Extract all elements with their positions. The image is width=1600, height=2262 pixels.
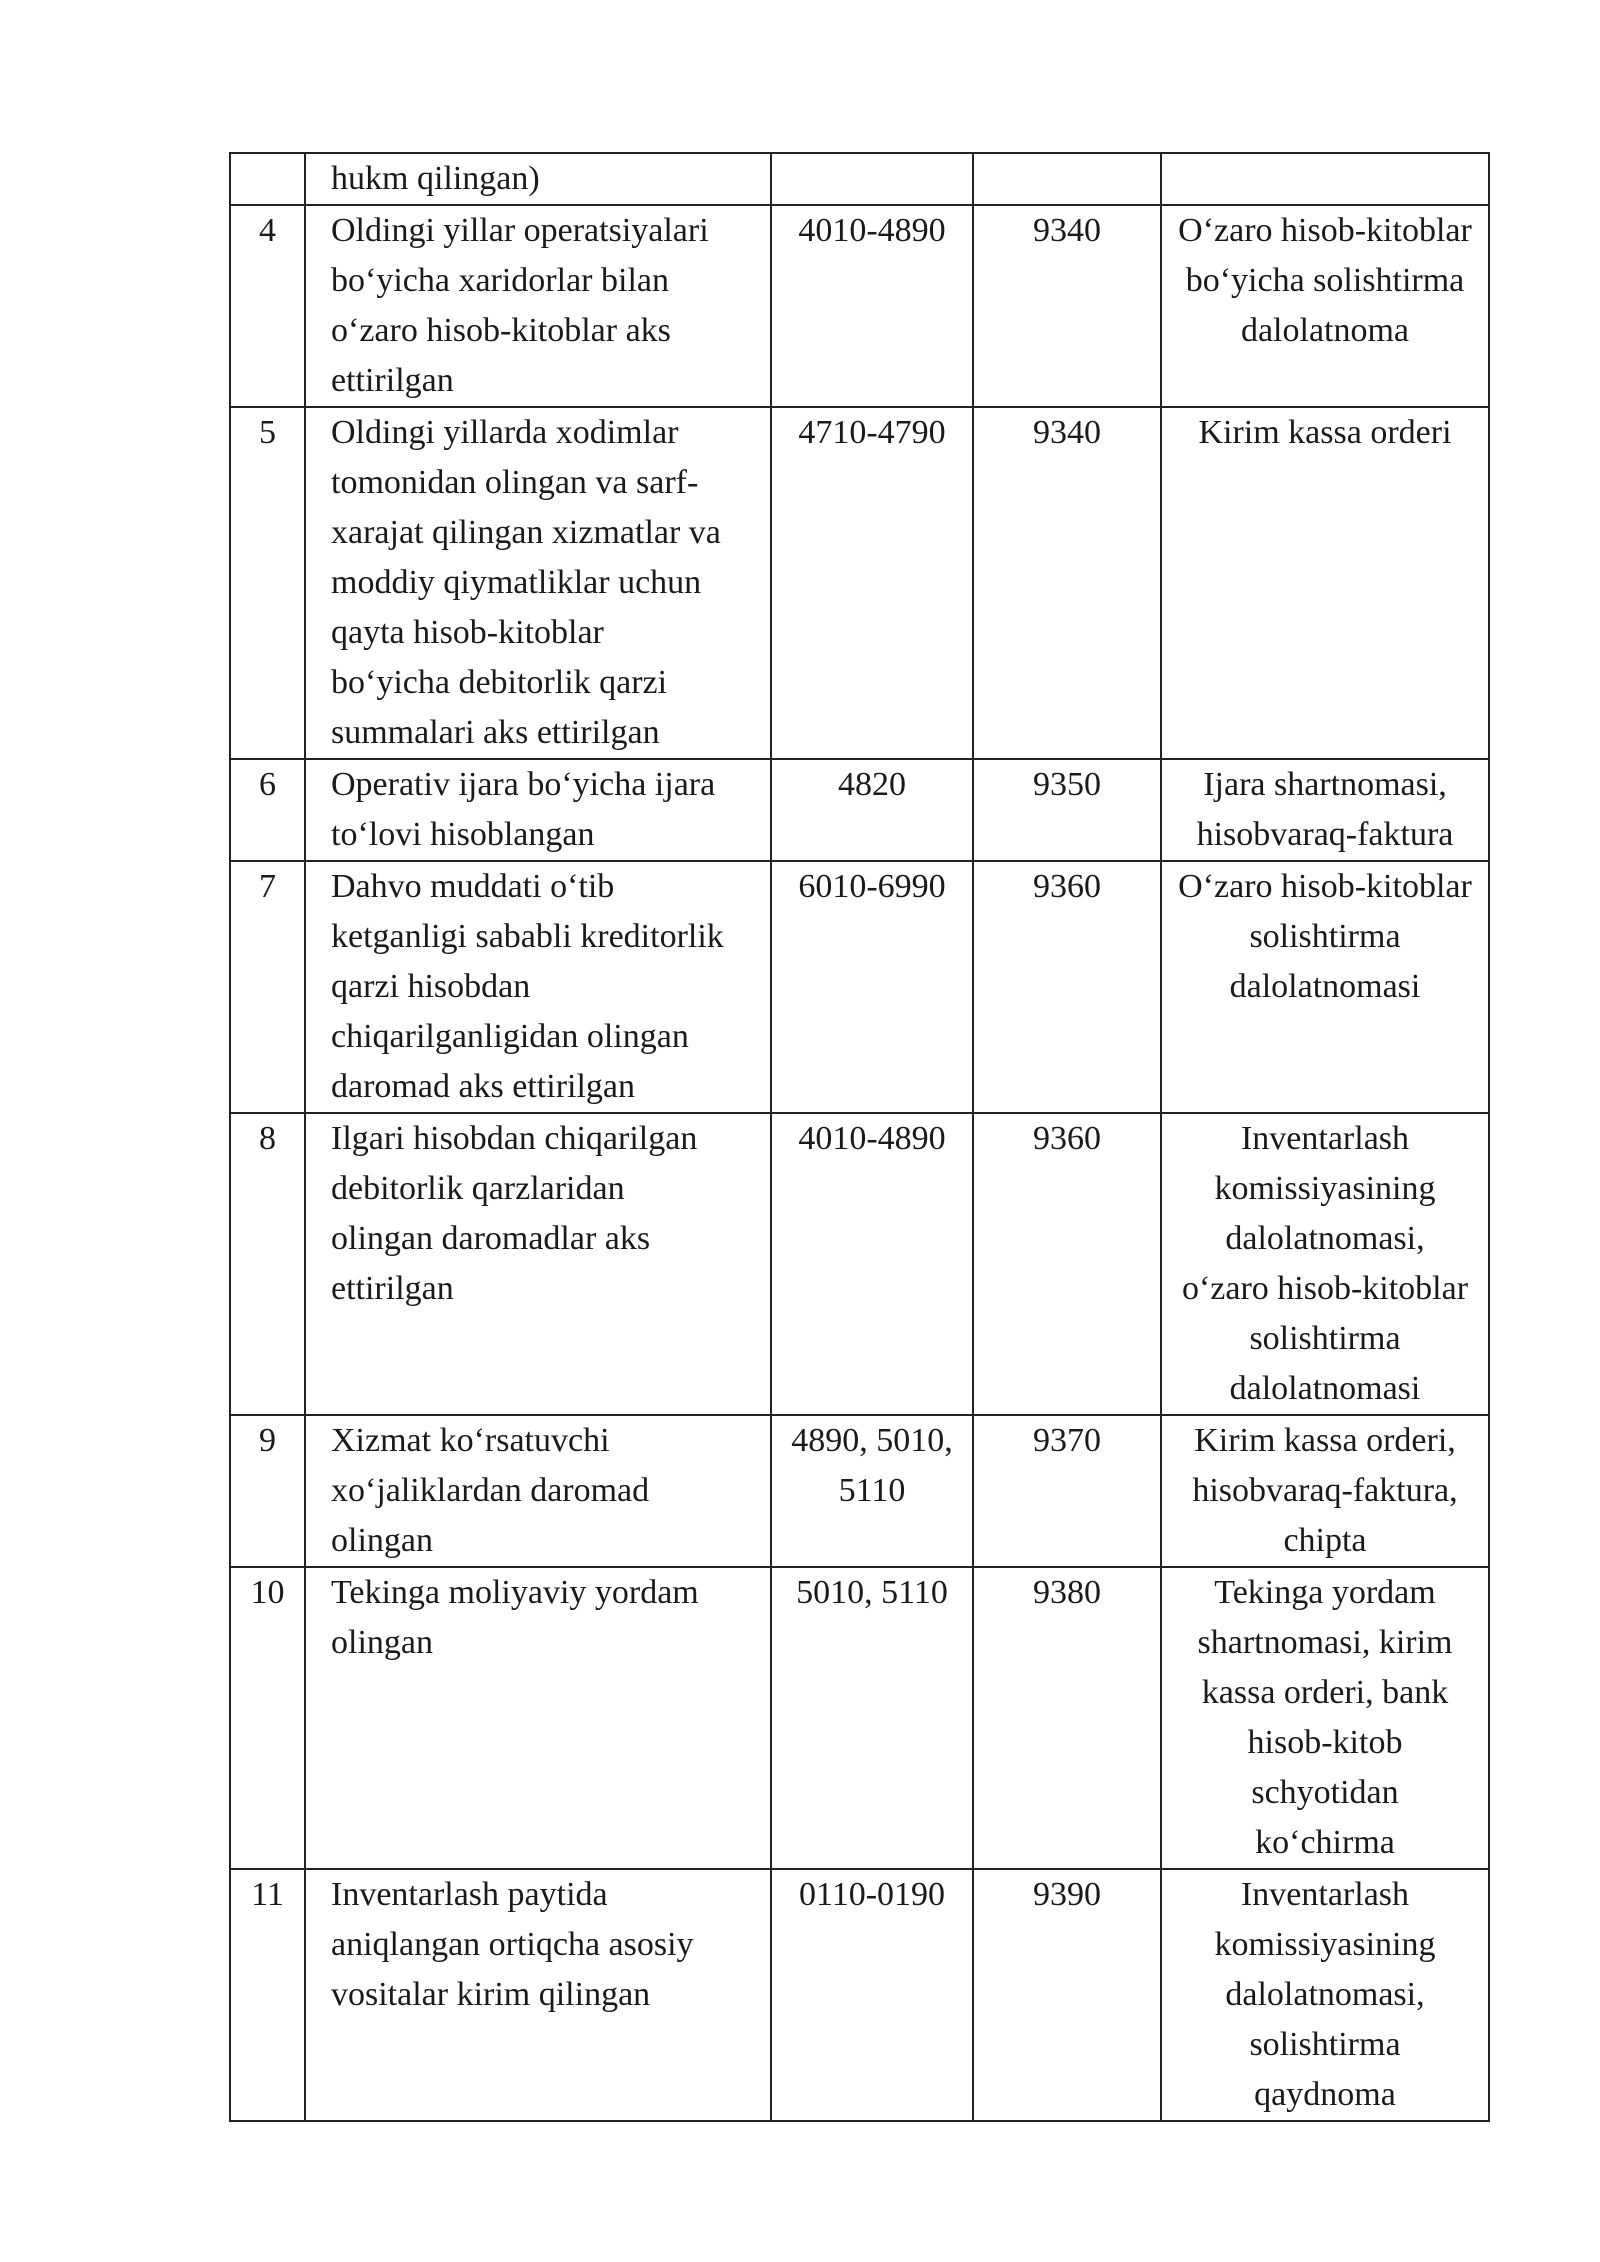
debit-account-cell	[771, 1415, 973, 1567]
operation-description-cell-line: qarzi hisobdan	[331, 968, 531, 1005]
credit-account-cell-text: 9370	[1033, 1422, 1101, 1459]
source-document-cell	[1161, 407, 1489, 759]
source-document-cell-line: Tekinga yordam	[1214, 1574, 1436, 1611]
debit-account-cell-line: 0110-0190	[798, 1876, 946, 1913]
credit-account-cell-text: 9350	[1033, 766, 1101, 803]
credit-account-cell	[973, 1415, 1161, 1567]
operation-description-cell	[305, 1869, 771, 2121]
source-document-cell-line: chipta	[1283, 1522, 1367, 1559]
debit-account-cell-line: 6010-6990	[798, 868, 946, 905]
source-document-cell-line: dalolatnoma	[1240, 312, 1410, 349]
row-number-cell	[230, 1869, 305, 2121]
source-document-cell-line: shartnomasi, kirim	[1197, 1624, 1453, 1661]
source-document-cell-line: o‘zaro hisob-kitoblar	[1181, 1270, 1469, 1307]
operation-description-cell-line: Tekinga moliyaviy yordam	[331, 1574, 699, 1611]
operation-description-cell	[305, 861, 771, 1113]
operation-description-cell-line: Inventarlash paytida	[331, 1876, 608, 1913]
operation-description-cell	[305, 1113, 771, 1415]
row-number-cell-text: 11	[251, 1876, 284, 1913]
accounting-entries-table	[229, 152, 1490, 2122]
table-body	[230, 153, 1489, 2121]
operation-description-cell-line: chiqarilganligidan olingan	[331, 1018, 689, 1055]
row-number-cell	[230, 861, 305, 1113]
row-number-cell	[230, 1113, 305, 1415]
row-number-cell	[230, 759, 305, 861]
operation-description-cell-line: olingan	[331, 1624, 433, 1661]
operation-description-cell-line: olingan daromadlar aks	[331, 1220, 651, 1257]
source-document-cell-line: solishtirma	[1249, 2026, 1401, 2063]
row-number-cell-text: 4	[259, 212, 276, 249]
operation-description-cell	[305, 1415, 771, 1567]
credit-account-cell	[973, 205, 1161, 407]
operation-description-cell-line: hukm qilingan)	[331, 160, 540, 197]
row-number-cell	[230, 153, 305, 205]
operation-description-cell-line: vositalar kirim qilingan	[331, 1976, 651, 2013]
source-document-cell-line: hisob-kitob	[1247, 1724, 1403, 1761]
operation-description-cell-line: Oldingi yillar operatsiyalari	[331, 212, 709, 249]
source-document-cell-line: dalolatnomasi,	[1225, 1976, 1425, 2013]
operation-description-cell-line: ettirilgan	[331, 362, 454, 399]
debit-account-cell	[771, 407, 973, 759]
operation-description-cell-line: olingan	[331, 1522, 433, 1559]
debit-account-cell	[771, 759, 973, 861]
operation-description-cell-line: bo‘yicha debitorlik qarzi	[331, 664, 668, 701]
source-document-cell	[1161, 1869, 1489, 2121]
debit-account-cell-line: 5010, 5110	[796, 1574, 948, 1611]
row-number-cell	[230, 1415, 305, 1567]
source-document-cell-line: Kirim kassa orderi,	[1194, 1422, 1456, 1459]
row-number-cell-text: 6	[259, 766, 276, 803]
operation-description-cell-line: ettirilgan	[331, 1270, 454, 1307]
operation-description-cell-line: ketganligi sababli kreditorlik	[331, 918, 724, 955]
operation-description-cell	[305, 205, 771, 407]
source-document-cell-line: hisobvaraq-faktura,	[1192, 1472, 1458, 1509]
source-document-cell	[1161, 759, 1489, 861]
operation-description-cell-line: summalari aks ettirilgan	[331, 714, 660, 751]
credit-account-cell	[973, 153, 1161, 205]
source-document-cell	[1161, 1567, 1489, 1869]
source-document-cell-line: hisobvaraq-faktura	[1196, 816, 1454, 853]
table-row	[230, 153, 1489, 205]
debit-account-cell	[771, 1567, 973, 1869]
table-row	[230, 1567, 1489, 1869]
source-document-cell-line: dalolatnomasi,	[1225, 1220, 1425, 1257]
operation-description-cell-line: debitorlik qarzlaridan	[331, 1170, 625, 1207]
operation-description-cell	[305, 407, 771, 759]
row-number-cell-text: 10	[250, 1574, 285, 1611]
source-document-cell-line: dalolatnomasi	[1229, 1370, 1421, 1407]
operation-description-cell-line: bo‘yicha xaridorlar bilan	[331, 262, 669, 299]
operation-description-cell-line: Dahvo muddati o‘tib	[331, 868, 615, 905]
row-number-cell-text: 8	[259, 1120, 276, 1157]
operation-description-cell-line: Ilgari hisobdan chiqarilgan	[331, 1120, 698, 1157]
table-row	[230, 1113, 1489, 1415]
credit-account-cell-text: 9360	[1033, 868, 1101, 905]
table-row	[230, 407, 1489, 759]
table-row	[230, 1415, 1489, 1567]
source-document-cell	[1161, 1113, 1489, 1415]
credit-account-cell-text: 9340	[1033, 414, 1101, 451]
table-row	[230, 1869, 1489, 2121]
source-document-cell-line: dalolatnomasi	[1229, 968, 1421, 1005]
operation-description-cell-line: tomonidan olingan va sarf-	[331, 464, 699, 501]
operation-description-cell	[305, 759, 771, 861]
debit-account-cell	[771, 861, 973, 1113]
credit-account-cell-text: 9340	[1033, 212, 1101, 249]
credit-account-cell-text: 9380	[1033, 1574, 1101, 1611]
operation-description-cell-line: moddiy qiymatliklar uchun	[331, 564, 702, 601]
source-document-cell-line: Inventarlash	[1240, 1876, 1410, 1913]
source-document-cell-line: Inventarlash	[1240, 1120, 1410, 1157]
source-document-cell-line: schyotidan	[1251, 1774, 1399, 1811]
operation-description-cell-line: to‘lovi hisoblangan	[331, 816, 595, 853]
source-document-cell-line: ko‘chirma	[1255, 1824, 1395, 1861]
debit-account-cell	[771, 1113, 973, 1415]
operation-description-cell-line: daromad aks ettirilgan	[331, 1068, 636, 1105]
credit-account-cell	[973, 759, 1161, 861]
source-document-cell	[1161, 1415, 1489, 1567]
debit-account-cell	[771, 1869, 973, 2121]
debit-account-cell-line: 5110	[838, 1472, 906, 1509]
debit-account-cell-line: 4820	[838, 766, 906, 803]
source-document-cell	[1161, 205, 1489, 407]
operation-description-cell	[305, 1567, 771, 1869]
operation-description-cell-line: qayta hisob-kitoblar	[331, 614, 604, 651]
operation-description-cell-line: Operativ ijara bo‘yicha ijara	[331, 766, 716, 803]
source-document-cell-line: komissiyasining	[1214, 1926, 1436, 1963]
table-row	[230, 205, 1489, 407]
row-number-cell	[230, 407, 305, 759]
source-document-cell	[1161, 153, 1489, 205]
source-document-cell-line: solishtirma	[1249, 918, 1401, 955]
source-document-cell-line: bo‘yicha solishtirma	[1185, 262, 1465, 299]
source-document-cell-line: Kirim kassa orderi	[1198, 414, 1452, 451]
operation-description-cell-line: Oldingi yillarda xodimlar	[331, 414, 679, 451]
row-number-cell	[230, 1567, 305, 1869]
operation-description-cell-line: aniqlangan ortiqcha asosiy	[331, 1926, 694, 1963]
debit-account-cell-line: 4010-4890	[798, 1120, 946, 1157]
debit-account-cell-line: 4890, 5010,	[791, 1422, 953, 1459]
operation-description-cell-line: o‘zaro hisob-kitoblar aks	[331, 312, 671, 349]
source-document-cell	[1161, 861, 1489, 1113]
credit-account-cell-text: 9360	[1033, 1120, 1101, 1157]
source-document-cell-line: Ijara shartnomasi,	[1203, 766, 1447, 803]
row-number-cell-text: 5	[259, 414, 276, 451]
credit-account-cell	[973, 861, 1161, 1113]
source-document-cell-line: kassa orderi, bank	[1201, 1674, 1449, 1711]
credit-account-cell	[973, 1869, 1161, 2121]
source-document-cell-line: solishtirma	[1249, 1320, 1401, 1357]
credit-account-cell	[973, 407, 1161, 759]
row-number-cell-text: 9	[259, 1422, 276, 1459]
debit-account-cell-line: 4710-4790	[798, 414, 946, 451]
operation-description-cell-line: Xizmat ko‘rsatuvchi	[331, 1422, 610, 1459]
table-row	[230, 861, 1489, 1113]
credit-account-cell	[973, 1113, 1161, 1415]
table-row	[230, 759, 1489, 861]
debit-account-cell	[771, 205, 973, 407]
credit-account-cell	[973, 1567, 1161, 1869]
debit-account-cell-line: 4010-4890	[798, 212, 946, 249]
source-document-cell-line: komissiyasining	[1214, 1170, 1436, 1207]
debit-account-cell	[771, 153, 973, 205]
operation-description-cell	[305, 153, 771, 205]
source-document-cell-line: O‘zaro hisob-kitoblar	[1178, 868, 1472, 905]
operation-description-cell-line: xarajat qilingan xizmatlar va	[331, 514, 721, 551]
operation-description-cell-line: xo‘jaliklardan daromad	[331, 1472, 650, 1509]
source-document-cell-line: qaydnoma	[1254, 2076, 1396, 2113]
source-document-cell-line: O‘zaro hisob-kitoblar	[1178, 212, 1472, 249]
row-number-cell-text: 7	[259, 868, 276, 905]
credit-account-cell-text: 9390	[1033, 1876, 1101, 1913]
row-number-cell	[230, 205, 305, 407]
